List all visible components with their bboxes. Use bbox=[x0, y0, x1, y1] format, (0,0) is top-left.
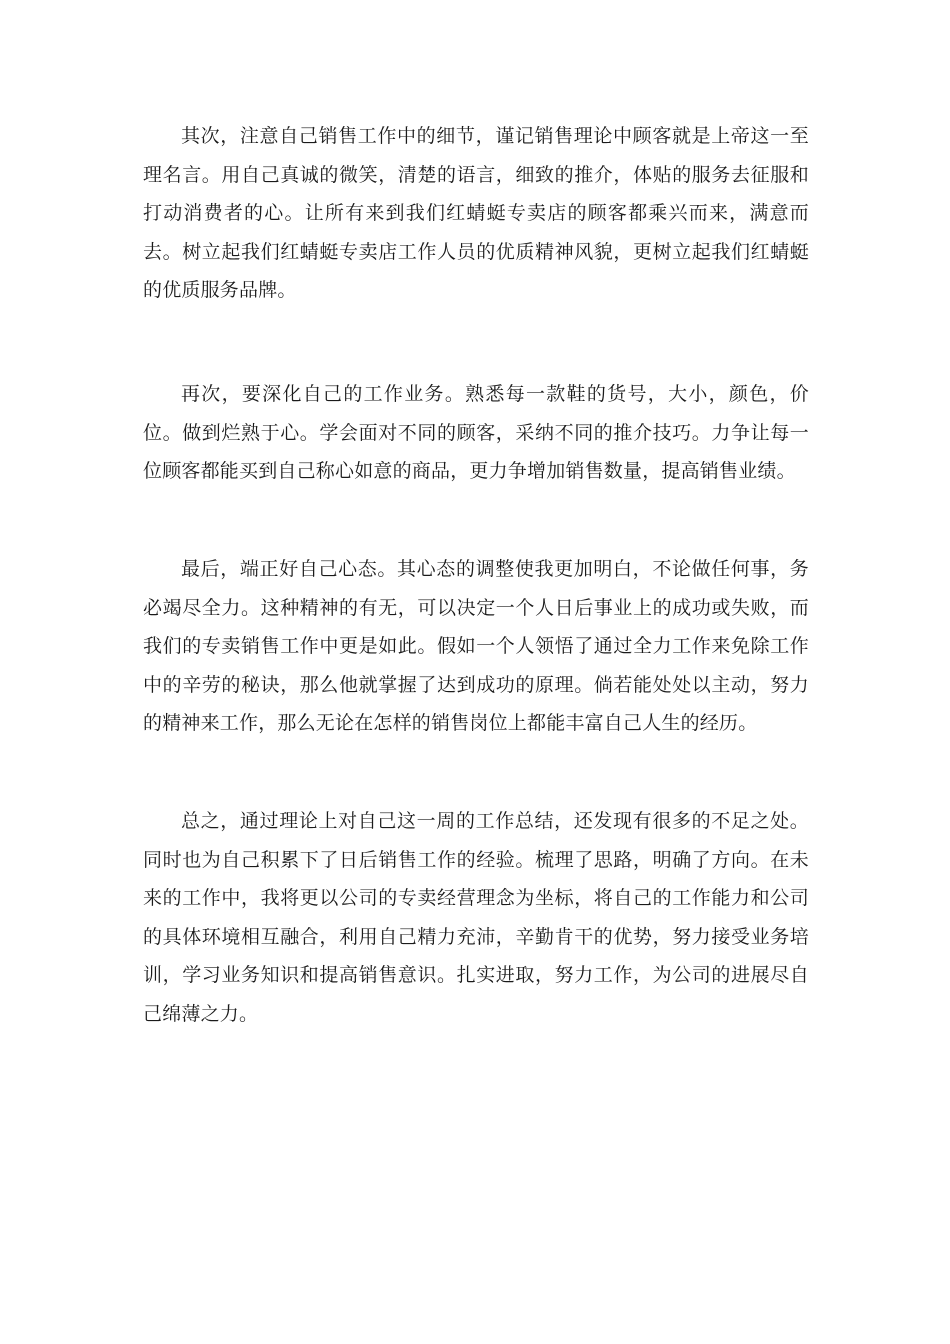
paragraph-business: 再次，要深化自己的工作业务。熟悉每一款鞋的货号，大小，颜色，价位。做到烂熟于心。学会面对不同的顾客，采纳不同的推介技巧。力争让每一位顾客都能买到自己称心如意的商品，更力争增加销售数量，提高销售业绩。 bbox=[143, 383, 809, 482]
paragraph-attitude: 最后，端正好自己心态。其心态的调整使我更加明白，不论做任何事，务必竭尽全力。这种精神的有无，可以决定一个人日后事业上的成功或失败，而我们的专卖销售工作中更是如此。假如一个人领悟了通过全力工作来免除工作中的辛劳的秘诀，那么他就掌握了达到成功的原理。倘若能处处以主动，努力的精神来工作，那么无论在怎样的销售岗位上都能丰富自己人生的经历。 bbox=[143, 558, 809, 734]
paragraph-summary: 总之，通过理论上对自己这一周的工作总结，还发现有很多的不足之处。同时也为自己积累下了日后销售工作的经验。梳理了思路，明确了方向。在未来的工作中，我将更以公司的专卖经营理念为坐标，将自己的工作能力和公司的具体环境相互融合，利用自己精力充沛，辛勤肯干的优势，努力接受业务培训，学习业务知识和提高销售意识。扎实进取，努力工作，为公司的进展尽自己绵薄之力。 bbox=[143, 810, 809, 1025]
paragraph-details: 其次，注意自己销售工作中的细节，谨记销售理论中顾客就是上帝这一至理名言。用自己真诚的微笑，清楚的语言，细致的推介，体贴的服务去征服和打动消费者的心。让所有来到我们红蜻蜓专卖店的顾客都乘兴而来，满意而去。树立起我们红蜻蜓专卖店工作人员的优质精神风貌，更树立起我们红蜻蜓的优质服务品牌。 bbox=[143, 125, 809, 301]
